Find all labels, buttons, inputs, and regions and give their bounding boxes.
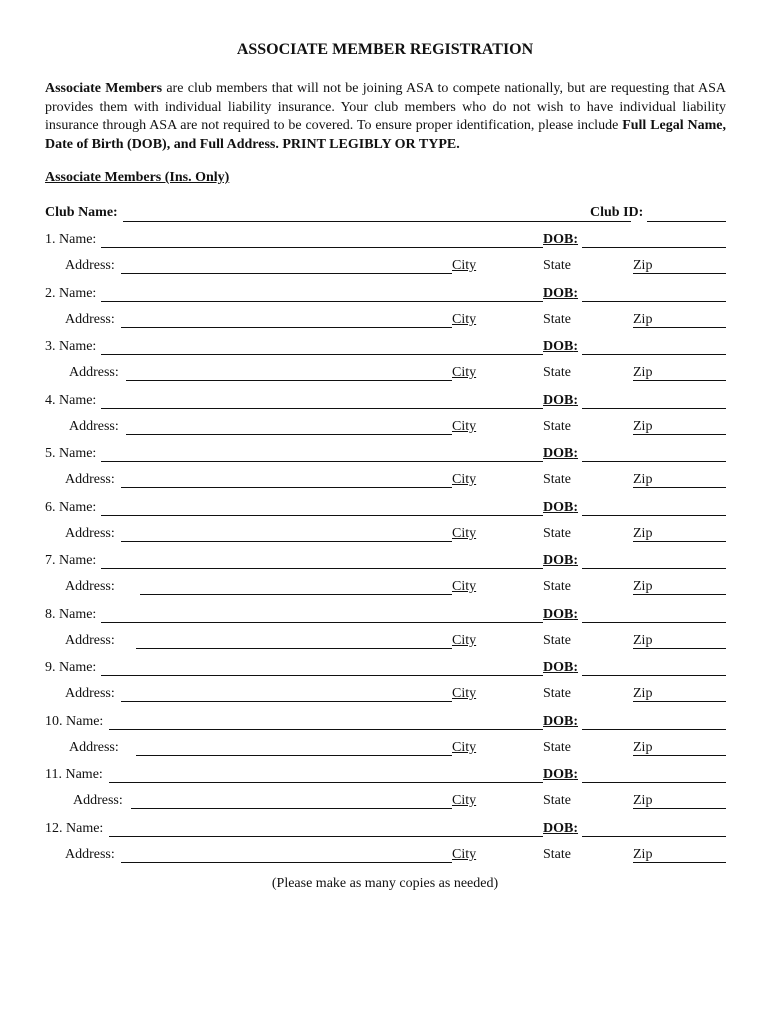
member-dob-field[interactable] [582,836,726,837]
member-address-field[interactable] [136,755,452,756]
dob-label-colon: : [573,393,579,408]
member-name-field[interactable] [101,515,543,516]
member-address-row [45,365,726,383]
member-address-field[interactable] [121,487,452,488]
member-name-label: 12. Name: [45,821,104,836]
city-label[interactable]: City [452,312,477,327]
member-entry [45,553,726,603]
state-label[interactable]: State [543,579,571,594]
dob-label-text: DOB [543,393,574,408]
member-dob-field[interactable] [582,568,726,569]
zip-label: Zip [633,579,653,594]
member-name-row [45,232,726,250]
member-name-field[interactable] [101,301,543,302]
member-entry [45,286,726,336]
dob-label-colon: : [573,339,579,354]
member-address-row [45,579,726,597]
zip-label: Zip [633,686,653,701]
member-dob-field[interactable] [582,247,726,248]
dob-label-colon: : [573,500,579,515]
member-name-row [45,660,726,678]
state-label[interactable]: State [543,419,571,434]
address-label: Address: [65,579,115,594]
member-name-label: 11. Name: [45,767,103,782]
dob-label-colon: : [573,607,579,622]
member-entry [45,339,726,389]
member-address-field[interactable] [121,862,452,863]
member-address-field[interactable] [126,434,452,435]
dob-label [543,339,578,355]
member-address-field[interactable] [131,808,452,809]
city-label[interactable]: City [452,258,477,273]
zip-label: Zip [633,847,653,862]
member-address-field[interactable] [121,541,452,542]
dob-label [543,500,578,516]
member-name-field[interactable] [109,729,543,730]
club-id-label: Club ID: [590,205,644,220]
member-entry [45,446,726,496]
member-address-row [45,686,726,704]
dob-label-colon: : [573,767,579,782]
dob-label-colon: : [573,714,579,729]
member-zip-field[interactable] [633,434,726,435]
member-name-label: 7. Name: [45,553,97,568]
member-name-row [45,446,726,464]
zip-label: Zip [633,312,653,327]
city-label[interactable]: City [452,526,477,541]
city-label[interactable]: City [452,793,477,808]
city-label[interactable]: City [452,419,477,434]
member-address-field[interactable] [140,594,452,595]
member-entry [45,714,726,764]
dob-label-text: DOB [543,714,574,729]
member-address-field[interactable] [121,701,452,702]
dob-label-text: DOB [543,232,574,247]
member-zip-field[interactable] [633,808,726,809]
zip-label: Zip [633,258,653,273]
zip-label: Zip [633,472,653,487]
address-label: Address: [65,258,115,273]
city-label[interactable]: City [452,740,477,755]
member-dob-field[interactable] [582,782,726,783]
state-label[interactable]: State [543,258,571,273]
zip-label: Zip [633,365,653,380]
address-label: Address: [65,472,115,487]
city-label[interactable]: City [452,472,477,487]
city-label[interactable]: City [452,847,477,862]
member-name-label: 2. Name: [45,286,97,301]
dob-label [543,446,578,462]
city-label[interactable]: City [452,686,477,701]
address-label: Address: [69,365,119,380]
member-dob-field[interactable] [582,675,726,676]
dob-label [543,607,578,623]
member-address-field[interactable] [121,273,452,274]
club-info-row [45,205,726,223]
member-name-field[interactable] [109,782,543,783]
member-name-field[interactable] [101,354,543,355]
member-dob-field[interactable] [582,729,726,730]
member-entry [45,393,726,443]
member-zip-field[interactable] [633,327,726,328]
member-address-field[interactable] [126,380,452,381]
member-name-field[interactable] [101,408,543,409]
footer-note: (Please make as many copies as needed) [271,876,499,891]
dob-label-text: DOB [543,767,574,782]
member-name-row [45,393,726,411]
member-name-field[interactable] [101,568,543,569]
state-label[interactable]: State [543,847,571,862]
member-address-row [45,419,726,437]
state-label[interactable]: State [543,526,571,541]
club-name-label: Club Name: [45,205,118,220]
dob-label-colon: : [573,232,579,247]
dob-label-colon: : [573,553,579,568]
member-dob-field[interactable] [582,461,726,462]
state-label[interactable]: State [543,633,571,648]
member-name-label: 4. Name: [45,393,97,408]
member-address-row [45,472,726,490]
zip-label: Zip [633,740,653,755]
member-dob-field[interactable] [582,622,726,623]
member-zip-field[interactable] [633,648,726,649]
dob-label [543,767,578,783]
address-label: Address: [69,740,119,755]
member-address-field[interactable] [121,327,452,328]
member-name-field[interactable] [101,675,543,676]
state-label[interactable]: State [543,365,571,380]
dob-label [543,821,578,837]
state-label[interactable]: State [543,312,571,327]
dob-label-text: DOB [543,339,574,354]
member-zip-field[interactable] [633,380,726,381]
member-name-label: 3. Name: [45,339,97,354]
member-zip-field[interactable] [633,862,726,863]
member-name-field[interactable] [109,836,543,837]
address-label: Address: [65,686,115,701]
dob-label-text: DOB [543,446,574,461]
dob-label [543,393,578,409]
dob-label [543,553,578,569]
member-name-row [45,500,726,518]
address-label: Address: [65,633,115,648]
dob-label-text: DOB [543,660,574,675]
member-address-row [45,633,726,651]
member-name-row [45,286,726,304]
member-address-row [45,312,726,330]
member-name-label: 6. Name: [45,500,97,515]
member-name-row [45,714,726,732]
member-name-label: 8. Name: [45,607,97,622]
state-label[interactable]: State [543,740,571,755]
member-dob-field[interactable] [582,354,726,355]
zip-label: Zip [633,526,653,541]
member-entry [45,232,726,282]
member-entry [45,660,726,710]
member-zip-field[interactable] [633,487,726,488]
member-address-row [45,258,726,276]
address-label: Address: [73,793,123,808]
member-address-row [45,847,726,865]
member-entry [45,767,726,817]
address-label: Address: [65,312,115,327]
member-entry [45,821,726,871]
intro-body: are club members that will not be joining ASA to compete nationally, but are requesting that ASA provides them with individual liability insurance. Your club members who do not wish to have individual liability insurance through ASA are not required to be covered. To ensure proper identification, please include [45,81,726,133]
member-dob-field[interactable] [582,301,726,302]
dob-label [543,286,578,302]
member-zip-field[interactable] [633,594,726,595]
member-name-row [45,821,726,839]
member-name-label: 5. Name: [45,446,97,461]
dob-label-text: DOB [543,821,574,836]
intro-lead-bold: Associate Members [45,81,163,96]
zip-label: Zip [633,793,653,808]
state-label[interactable]: State [543,793,571,808]
member-zip-field[interactable] [633,755,726,756]
member-entry [45,607,726,657]
member-address-row [45,793,726,811]
dob-label-text: DOB [543,553,574,568]
member-name-field[interactable] [101,247,543,248]
member-name-row [45,767,726,785]
address-label: Address: [65,847,115,862]
dob-label-colon: : [573,286,579,301]
member-dob-field[interactable] [582,515,726,516]
address-label: Address: [69,419,119,434]
dob-label-colon: : [573,660,579,675]
zip-label: Zip [633,419,653,434]
member-zip-field[interactable] [633,701,726,702]
state-label[interactable]: State [543,472,571,487]
member-address-row [45,740,726,758]
dob-label [543,660,578,676]
member-name-label: 10. Name: [45,714,104,729]
member-entry [45,500,726,550]
intro-tail-bold: Full Legal Name, Date of Birth (DOB), and Full Address. PRINT LEGIBLY OR TYPE. [45,118,727,152]
dob-label-colon: : [573,821,579,836]
member-name-row [45,553,726,571]
section-heading: Associate Members (Ins. Only) [45,170,230,185]
zip-label: Zip [633,633,653,648]
dob-label-text: DOB [543,286,574,301]
member-name-label: 1. Name: [45,232,97,247]
dob-label-text: DOB [543,500,574,515]
member-dob-field[interactable] [582,408,726,409]
city-label[interactable]: City [452,365,477,380]
member-zip-field[interactable] [633,273,726,274]
member-name-row [45,607,726,625]
member-name-row [45,339,726,357]
address-label: Address: [65,526,115,541]
intro-paragraph [45,80,726,154]
club-name-field[interactable] [123,221,631,222]
dob-label-colon: : [573,446,579,461]
member-name-label: 9. Name: [45,660,97,675]
club-id-field[interactable] [647,221,726,222]
city-label[interactable]: City [452,633,477,648]
member-address-field[interactable] [136,648,452,649]
city-label[interactable]: City [452,579,477,594]
member-zip-field[interactable] [633,541,726,542]
member-address-row [45,526,726,544]
dob-label-text: DOB [543,607,574,622]
member-name-field[interactable] [101,461,543,462]
dob-label [543,714,578,730]
member-name-field[interactable] [101,622,543,623]
dob-label [543,232,578,248]
state-label[interactable]: State [543,686,571,701]
page-title: ASSOCIATE MEMBER REGISTRATION [236,41,534,58]
